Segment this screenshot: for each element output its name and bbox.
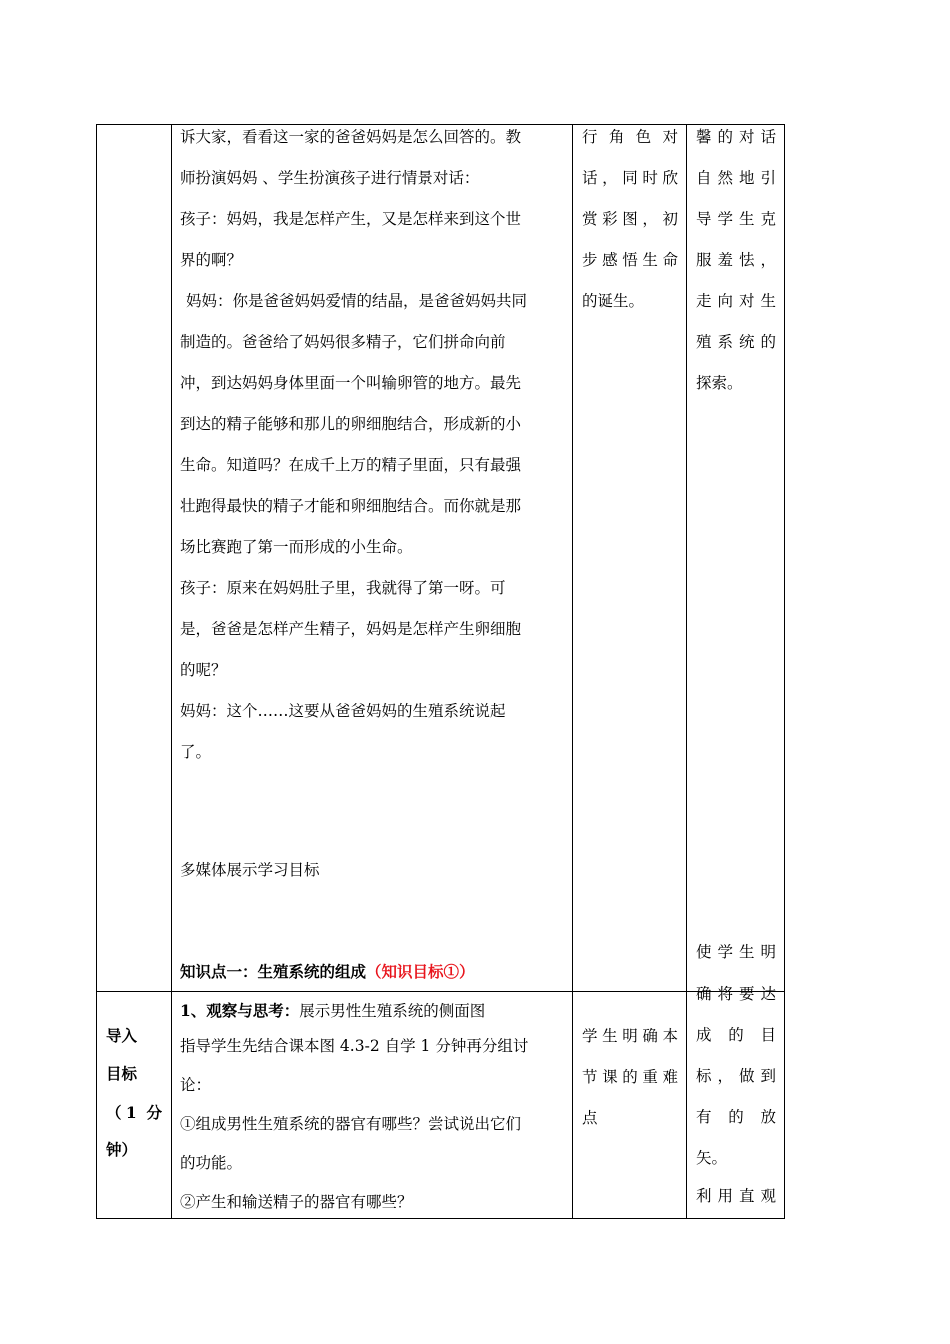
dialogue-line: 界的啊？ [180, 251, 243, 269]
student-activity-line: 点 [582, 1109, 598, 1127]
dialogue-line: 是，爸爸是怎样产生精子，妈妈是怎样产生卵细胞 [180, 620, 522, 638]
col-divider-3 [686, 124, 687, 1219]
observe-text: 展示男性生殖系统的侧面图 [299, 1002, 486, 1020]
design-intent-line: 利用直观 [696, 1187, 776, 1205]
design-intent-line: 服羞怯， [696, 251, 776, 269]
design-intent-line: 导学生克 [696, 210, 776, 228]
design-intent-line: 殖系统的 [696, 333, 776, 351]
dialogue-line: 的呢？ [180, 661, 227, 679]
dialogue-line: 生命。知道吗？在成千上万的精子里面，只有最强 [180, 456, 522, 474]
knowledge-target-tag: （知识目标①） [366, 962, 475, 981]
design-intent-line: 自然地引 [696, 169, 776, 187]
knowledge-point-title: 知识点一：生殖系统的组成 [180, 962, 367, 981]
dialogue-line: 诉大家，看看这一家的爸爸妈妈是怎么回答的。教 [180, 128, 522, 146]
stage-label-line4: 钟） [106, 1140, 138, 1159]
question-1-line: ①组成男性生殖系统的器官有哪些？尝试说出它们 [180, 1115, 522, 1133]
dialogue-line: 妈妈：你是爸爸妈妈爱情的结晶，是爸爸妈妈共同 [186, 292, 528, 310]
stage-label-line3: （1 分 [106, 1103, 162, 1122]
dialogue-line: 场比赛跑了第一而形成的小生命。 [180, 538, 413, 556]
table-left-border [96, 124, 97, 1219]
design-intent-line: 有的放 [696, 1108, 776, 1126]
design-intent-line: 馨的对话 [696, 128, 776, 146]
col-divider-1 [171, 124, 172, 1219]
dialogue-line: 壮跑得最快的精子才能和卵细胞结合。而你就是那 [180, 497, 522, 515]
question-1-line: 的功能。 [180, 1154, 243, 1172]
design-intent-line: 使学生明 [696, 943, 776, 961]
design-intent-line: 走向对生 [696, 292, 776, 310]
design-intent-line: 矢。 [696, 1149, 728, 1167]
question-2: ②产生和输送精子的器官有哪些？ [180, 1193, 413, 1211]
col-divider-2 [572, 124, 573, 1219]
student-activity-line: 节课的重难 [582, 1068, 678, 1086]
dialogue-line: 妈妈：这个……这要从爸爸妈妈的生殖系统说起 [180, 702, 506, 720]
observe-label: 1、观察与思考： [180, 1001, 300, 1020]
guide-line: 论： [180, 1076, 212, 1094]
design-intent-line: 确将要达 [696, 985, 776, 1003]
dialogue-line: 孩子：妈妈，我是怎样产生，又是怎样来到这个世 [180, 210, 522, 228]
table-right-border [784, 124, 785, 1219]
dialogue-line: 到达的精子能够和那儿的卵细胞结合，形成新的小 [180, 415, 522, 433]
design-intent-line: 成的目 [696, 1026, 776, 1044]
dialogue-line: 师扮演妈妈 、学生扮演孩子进行情景对话： [180, 169, 480, 187]
student-activity-line: 步感悟生命 [582, 251, 678, 269]
design-intent-line: 探索。 [696, 374, 743, 392]
observe-heading [180, 991, 485, 1031]
student-activity-line: 赏彩图，初 [582, 210, 678, 228]
dialogue-line: 制造的。爸爸给了妈妈很多精子，它们拼命向前 [180, 333, 506, 351]
student-activity-line: 行角色对 [582, 128, 678, 146]
student-activity-line: 的诞生。 [582, 292, 645, 310]
multimedia-note: 多媒体展示学习目标 [180, 861, 320, 879]
knowledge-point-heading [180, 952, 475, 992]
stage-label-line2: 目标 [106, 1064, 138, 1083]
dialogue-line: 冲，到达妈妈身体里面一个叫输卵管的地方。最先 [180, 374, 522, 392]
design-intent-line: 标，做到 [696, 1067, 776, 1085]
guide-line: 指导学生先结合课本图 4.3-2 自学 1 分钟再分组讨 [180, 1037, 529, 1055]
dialogue-line: 了。 [180, 743, 212, 761]
student-activity-line: 话，同时欣 [582, 169, 678, 187]
student-activity-line: 学生明确本 [582, 1027, 678, 1045]
stage-label-line1: 导入 [106, 1026, 138, 1045]
dialogue-line: 孩子：原来在妈妈肚子里，我就得了第一呀。可 [180, 579, 506, 597]
